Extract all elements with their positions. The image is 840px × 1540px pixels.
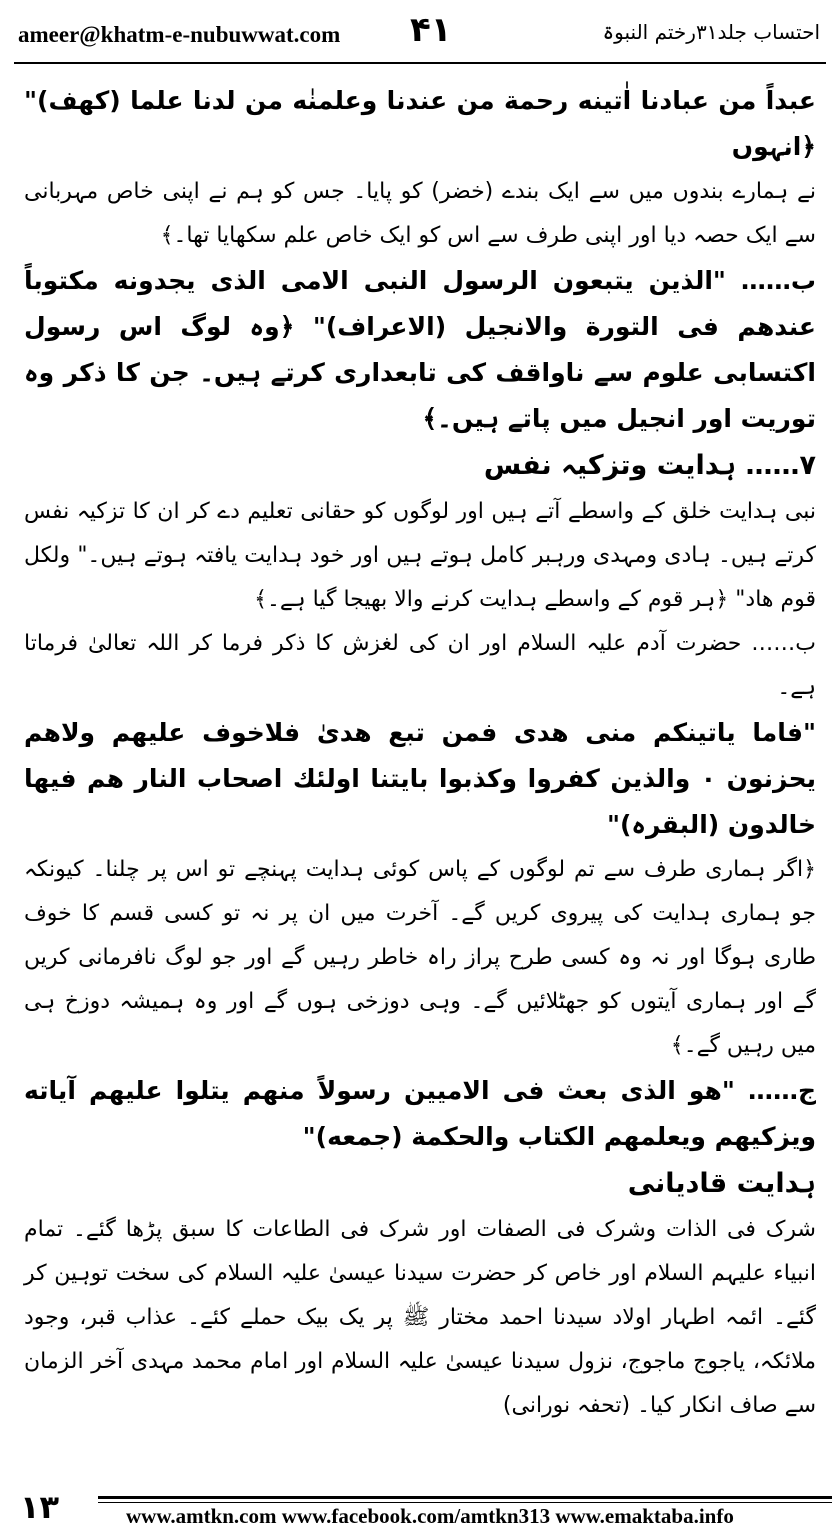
paragraph: "فاما یاتینکم منی هدی فمن تبع هدیٰ فلاخوف علیهم ولاهم یحزنون ۰ والذین کفروا وکذبوا بایتنا اولئك اصحاب النار هم فیها خالدون (البقرہ)" (24, 718, 816, 839)
footer-rule (98, 1496, 832, 1499)
footer-rule-thin (98, 1502, 832, 1503)
header-email: ameer@khatm-e-nubuwwat.com (18, 22, 341, 47)
paragraph: ﴿اگر ہماری طرف سے تم لوگوں کے پاس کوئی ہدایت پہنچے تو اس پر چلنا۔ کیونکہ جو ہماری ہدایت کی پیروی کریں گے۔ آخرت میں ان پر نہ تو کسی قسم کا خوف طاری ہوگا اور نہ وہ کسی طرح پراز راہ خاطر رہیں گے اور جو لوگ نافرمانی کریں گے اور ہماری آیتوں کو جھٹلائیں گے۔ وہی دوزخی ہوں گے اور وہ ہمیشہ دوزخ ہی میں رہیں گے۔﴾ (24, 857, 816, 1058)
paragraph: شرک فی الذات وشرک فی الصفات اور شرک فی الطاعات کا سبق پڑھا گئے۔ تمام انبیاء علیہم السلام اور خاص کر حضرت سیدنا عیسیٰ علیہ السلام کی سخت توہین کر گئے۔ ائمہ اطہار اولاد سیدنا احمد مختار ﷺ پر یک بیک حملے کئے۔ عذاب قبر، وجود ملائکہ، یاجوج ماجوج، نزول سیدنا عیسیٰ علیہ السلام اور امام محمد مہدی آخر الزمان سے صاف انکار کیا۔ (تحفہ نورانی) (24, 1217, 816, 1418)
footer-links: www.amtkn.com www.facebook.com/amtkn313 www.emaktaba.info (126, 1504, 734, 1528)
page-footer (8, 1488, 832, 1532)
header-running-title: احتساب جلد۳۱رختم النبوۃ (602, 20, 820, 44)
section-heading: ہدایت قادیانی (627, 1168, 816, 1199)
paragraph: ب…… "الذین یتبعون الرسول النبی الامی الذی یجدونه مکتوباً عندهم فی التورة والانجیل (الاعراف)" ﴿وہ لوگ اس رسول اکتسابی علوم سے ناواقف کی تابعداری کرتے ہیں۔ جن کا ذکر وہ توریت اور انجیل میں پاتے ہیں۔﴾ (24, 266, 816, 433)
paragraph: ب…… حضرت آدم علیہ السلام اور ان کی لغزش کا ذکر فرما کر اللہ تعالیٰ فرماتا ہے۔ (24, 631, 816, 700)
paragraph: عبداً من عبادنا اٰتینه رحمة من عندنا وعلمنٰه من لدنا علما (کهف)" ﴿انہوں (24, 86, 816, 161)
page-header (10, 8, 828, 66)
header-page-number: ۴۱ (410, 10, 452, 50)
header-rule (14, 62, 826, 64)
body-text (24, 78, 816, 1458)
paragraph: نبی ہدایت خلق کے واسطے آتے ہیں اور لوگوں کو حقانی تعلیم دے کر ان کا تزکیہ نفس کرتے ہیں۔ ہادی ومہدی ورہبر کامل ہوتے ہیں اور خود ہدایت یافتہ ہوتے ہیں۔" ولکل قوم هاد" ﴿ہر قوم کے واسطے ہدایت کرنے والا بھیجا گیا ہے۔﴾ (24, 499, 816, 612)
paragraph: نے ہمارے بندوں میں سے ایک بندے (خضر) کو پایا۔ جس کو ہم نے اپنی خاص مہربانی سے ایک حصہ دیا اور اپنی طرف سے اس کو ایک خاص علم سکھایا تھا۔﴾ (24, 179, 816, 248)
section-heading: ۷…… ہدایت وتزکیہ نفس (483, 450, 816, 481)
paragraph: ج…… "هو الذی بعث فی الامیین رسولاً منهم یتلوا علیهم آیاته ویزکیهم ویعلمهم الکتاب والحکمة (جمعه)" (24, 1076, 816, 1151)
footer-page-number: ۱۳ (20, 1488, 60, 1526)
